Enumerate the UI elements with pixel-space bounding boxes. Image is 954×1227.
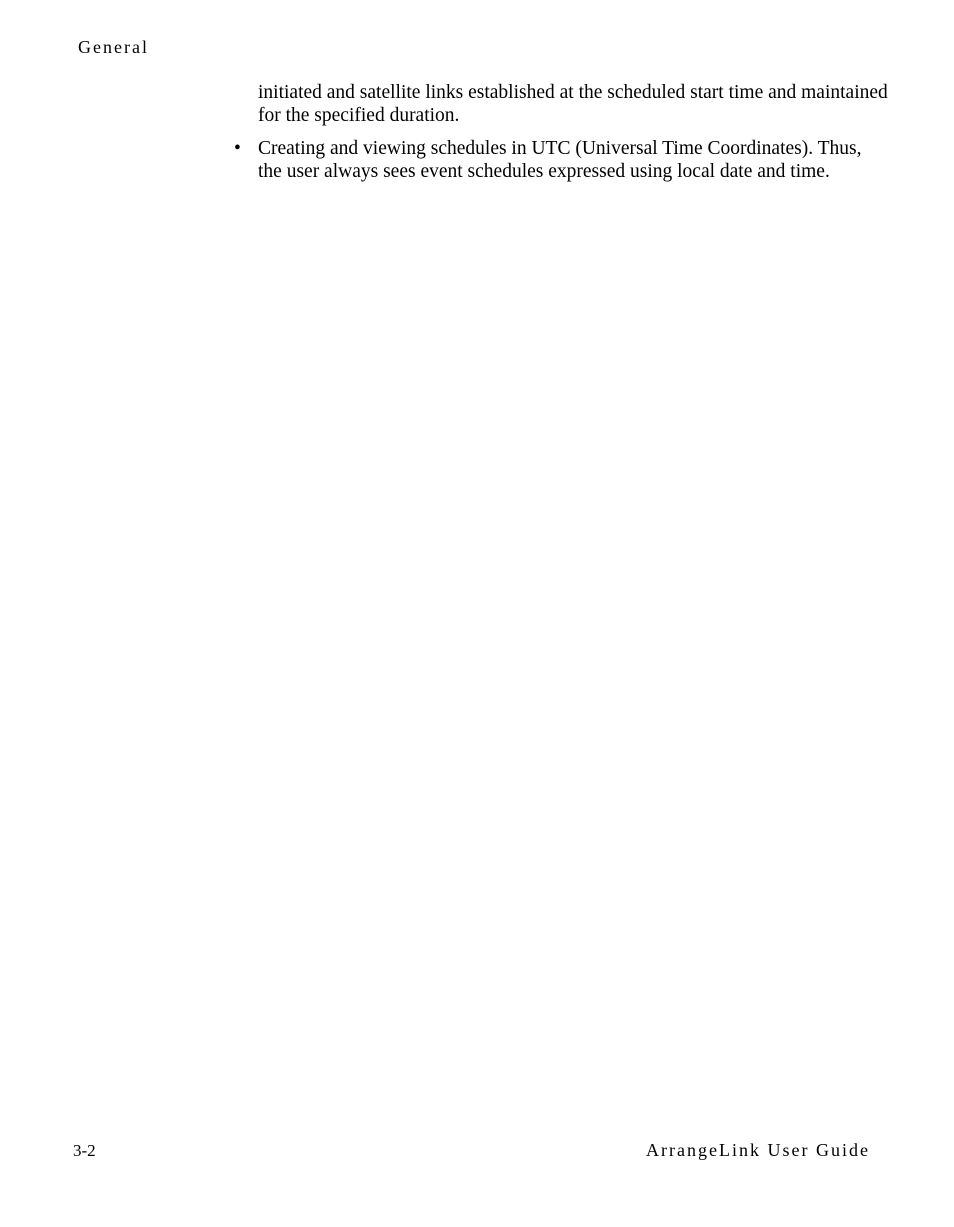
continuation-paragraph: initiated and satellite links established at the scheduled start time and maintained for the specified duration.	[258, 82, 888, 126]
bullet-text: Creating and viewing schedules in UTC (Universal Time Coordinates). Thus, the user always sees event schedules expressed using local date and time.	[258, 138, 862, 182]
bullet-icon: •	[234, 138, 241, 159]
page-number: 3-2	[73, 1141, 96, 1160]
body-text	[234, 81, 888, 183]
running-header-section: General	[78, 37, 149, 57]
bullet-list	[234, 137, 888, 183]
footer-document-title: ArrangeLink User Guide	[646, 1140, 870, 1160]
bullet-item	[234, 137, 888, 183]
